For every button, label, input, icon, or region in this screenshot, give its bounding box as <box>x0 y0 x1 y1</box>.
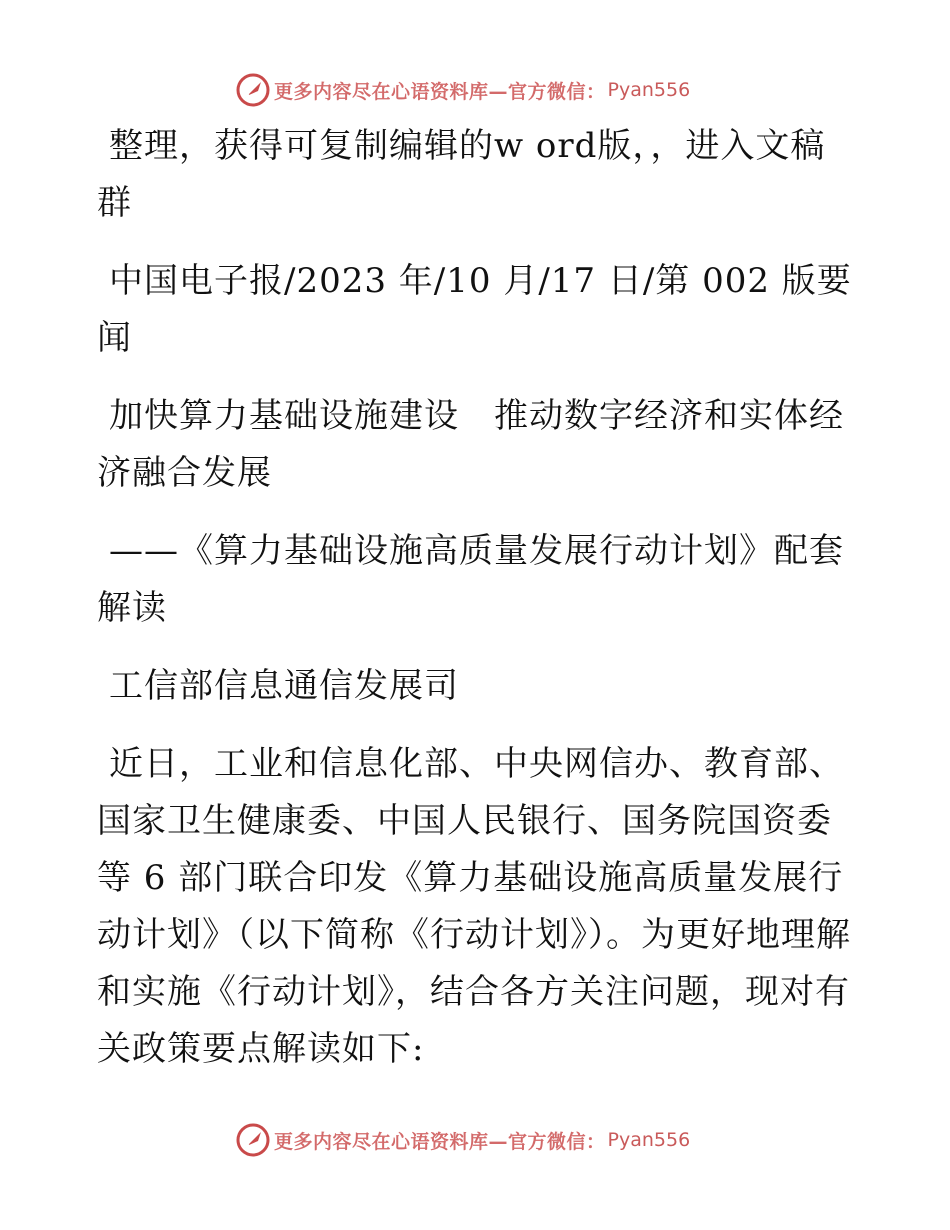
article-subtitle: ——《算力基础设施高质量发展行动计划》配套解读 <box>97 531 844 628</box>
watermark-header <box>236 72 736 108</box>
document-body <box>97 118 857 1078</box>
quill-logo-icon <box>236 1123 270 1157</box>
watermark-wechat-id: Pyan556 <box>607 1129 691 1151</box>
body-paragraph: 近日，工业和信息化部、中央网信办、教育部、国家卫生健康委、中国人民银行、国务院国资委等 6 部门联合印发《算力基础设施高质量发展行动计划》（以下简称《行动计划》）。为更好地理解和实施《行动计划》，结合各方关注问题，现对有关政策要点解读如下: <box>97 744 851 1069</box>
quill-logo-icon <box>236 73 270 107</box>
source-line: 中国电子报/2023 年/10 月/17 日/第 002 版要闻 <box>97 261 852 358</box>
author-line: 工信部信息通信发展司 <box>109 666 459 706</box>
watermark-wechat-id: Pyan556 <box>607 79 691 101</box>
watermark-text: 更多内容尽在心语资料库—官方微信： <box>274 80 606 103</box>
watermark-text: 更多内容尽在心语资料库—官方微信： <box>274 1130 606 1153</box>
watermark-footer <box>236 1122 736 1158</box>
note-paragraph: 整理，获得可复制编辑的w ord版，，进入文稿群 <box>97 126 826 223</box>
article-title: 加快算力基础设施建设 推动数字经济和实体经济融合发展 <box>97 396 844 493</box>
